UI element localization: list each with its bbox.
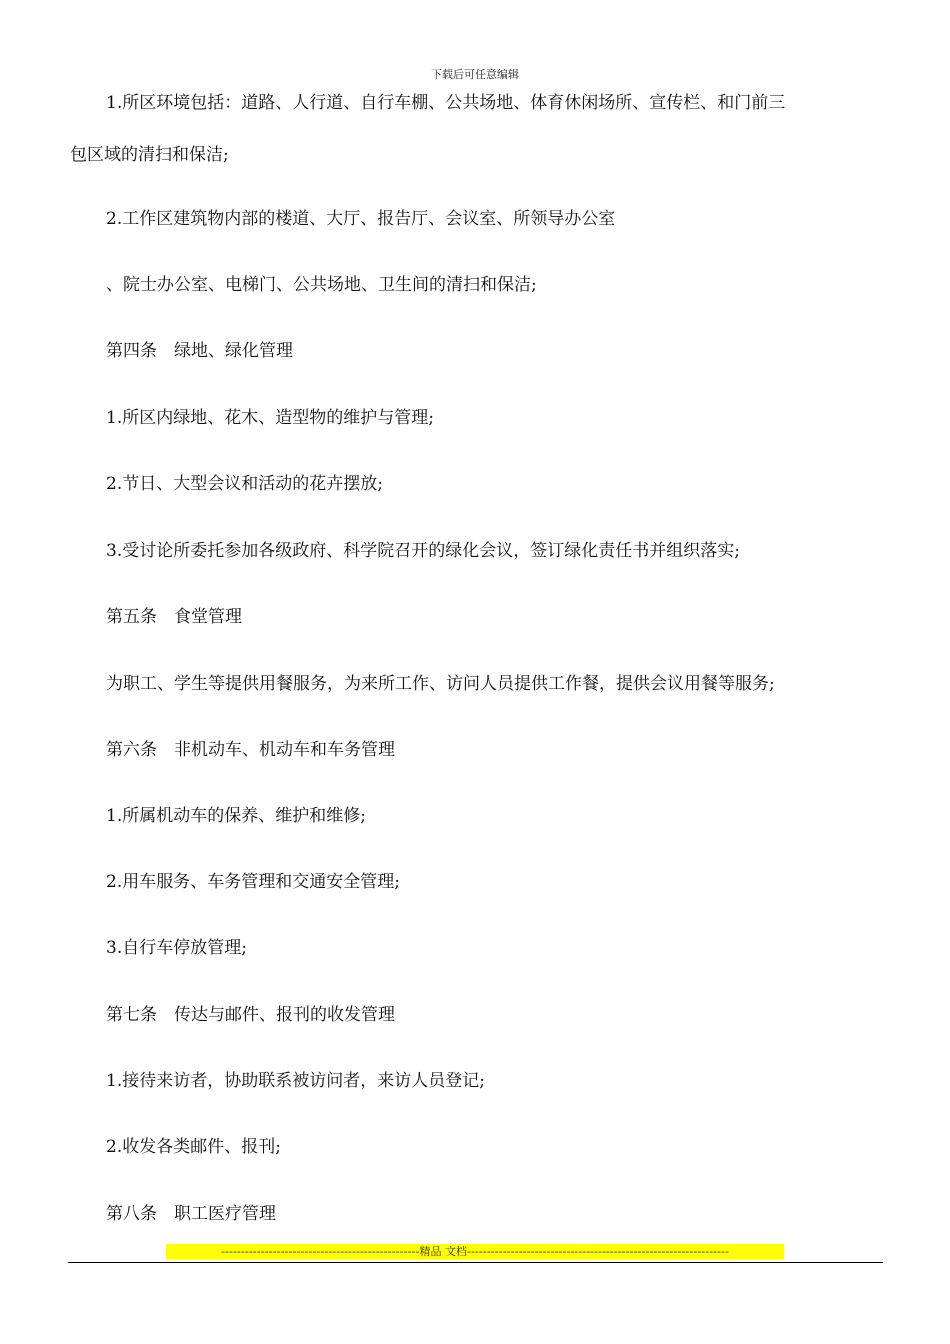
paragraph-work-area-item-2: 2.工作区建筑物内部的楼道、大厅、报告厅、会议室、所领导办公室 [106, 209, 616, 229]
paragraph-vehicle-item-2: 2.用车服务、车务管理和交通安全管理; [106, 872, 400, 892]
paragraph-canteen: 为职工、学生等提供用餐服务，为来所工作、访问人员提供工作餐，提供会议用餐等服务; [106, 674, 775, 694]
article-8-heading: 第八条 职工医疗管理 [106, 1204, 276, 1224]
article-5-heading: 第五条 食堂管理 [106, 607, 242, 627]
article-4-heading: 第四条 绿地、绿化管理 [106, 341, 293, 361]
paragraph-vehicle-item-3: 3.自行车停放管理; [106, 938, 247, 958]
paragraph-work-area-item-2-cont: 、院士办公室、电梯门、公共场地、卫生间的清扫和保洁; [106, 275, 537, 295]
paragraph-env-item-1-cont: 包区域的清扫和保洁; [70, 145, 229, 165]
paragraph-green-item-3: 3.受讨论所委托参加各级政府、科学院召开的绿化会议，签订绿化责任书并组织落实; [106, 541, 740, 561]
footer-banner: --------------------------------------------------精品 文档------------------------------------------------------------------ [166, 1244, 784, 1259]
article-6-heading: 第六条 非机动车、机动车和车务管理 [106, 740, 395, 760]
paragraph-env-item-1: 1.所区环境包括：道路、人行道、自行车棚、公共场地、体育休闲场所、宣传栏、和门前三 [106, 93, 786, 113]
paragraph-mail-item-2: 2.收发各类邮件、报刊; [106, 1137, 281, 1157]
paragraph-vehicle-item-1: 1.所属机动车的保养、维护和维修; [106, 806, 366, 826]
paragraph-mail-item-1: 1.接待来访者，协助联系被访问者，来访人员登记; [106, 1071, 485, 1091]
article-7-heading: 第七条 传达与邮件、报刊的收发管理 [106, 1005, 395, 1025]
paragraph-green-item-2: 2.节日、大型会议和活动的花卉摆放; [106, 474, 383, 494]
header-note: 下载后可任意编辑 [431, 68, 519, 81]
paragraph-green-item-1: 1.所区内绿地、花木、造型物的维护与管理; [106, 408, 434, 428]
footer-rule [68, 1262, 883, 1263]
